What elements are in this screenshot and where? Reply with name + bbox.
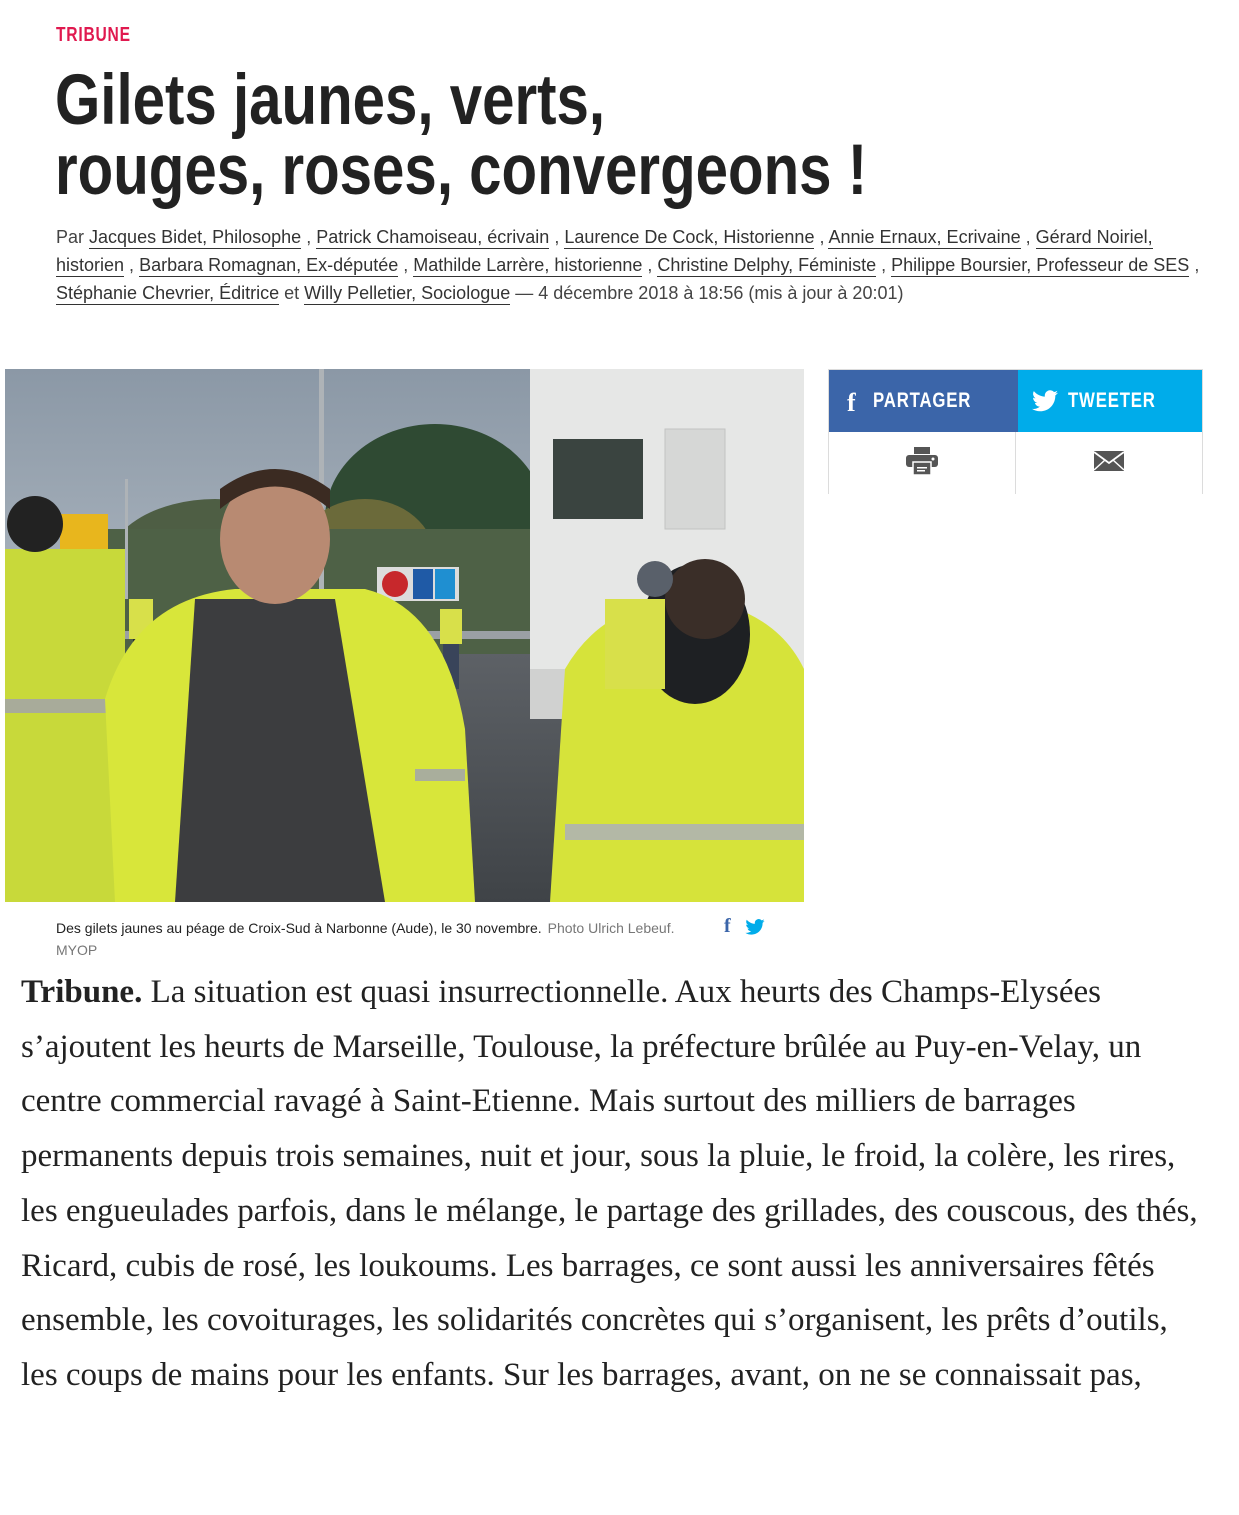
author-link[interactable]: Barbara Romagnan, Ex-députée [139, 255, 399, 275]
photo-credit: Photo Ulrich Lebeuf. MYOP [56, 920, 675, 958]
author-link[interactable]: Philippe Boursier, Professeur de SES [891, 255, 1190, 275]
author-link[interactable]: Willy Pelletier, Sociologue [304, 283, 511, 303]
separator: et [279, 283, 305, 303]
photo-illustration [5, 369, 804, 902]
facebook-icon: f [847, 388, 857, 417]
title-line-2: rouges, roses, convergeons ! [55, 131, 868, 210]
print-button[interactable] [829, 432, 1015, 494]
separator: , [1189, 255, 1200, 275]
author-link[interactable]: Annie Ernaux, Ecrivaine [828, 227, 1021, 247]
separator: , [1020, 227, 1036, 247]
twitter-share-button[interactable] [1018, 370, 1203, 432]
article-photo[interactable] [5, 369, 804, 902]
article-body [21, 965, 1211, 1403]
author-link[interactable]: Mathilde Larrère, historienne [413, 255, 643, 275]
separator: , [301, 227, 317, 247]
caption-twitter-icon[interactable] [745, 919, 765, 935]
publish-date: — 4 décembre 2018 à 18:56 (mis à jour à 20:01) [510, 283, 904, 303]
separator: , [642, 255, 658, 275]
facebook-share-button[interactable] [829, 370, 1018, 432]
article-kicker[interactable]: TRIBUNE [56, 24, 131, 46]
envelope-icon [1094, 451, 1124, 476]
byline [56, 223, 1206, 307]
separator: , [124, 255, 140, 275]
caption-text: Des gilets jaunes au péage de Croix-Sud à Narbonne (Aude), le 30 novembre. [56, 920, 542, 936]
email-button[interactable] [1015, 432, 1202, 494]
caption-facebook-icon[interactable]: f [724, 915, 731, 937]
facebook-share-label: PARTAGER [872, 389, 971, 412]
title-line-1: Gilets jaunes, verts, [55, 61, 606, 140]
author-link[interactable]: Gérard Noiriel, historien [56, 227, 1153, 275]
twitter-share-label: TWEETER [1067, 389, 1156, 412]
share-panel [828, 369, 1203, 494]
author-link[interactable]: Laurence De Cock, Historienne [564, 227, 815, 247]
separator: , [876, 255, 892, 275]
print-icon [906, 447, 938, 480]
author-link[interactable]: Patrick Chamoiseau, écrivain [316, 227, 550, 247]
photo-caption [56, 917, 696, 961]
author-link[interactable]: Stéphanie Chevrier, Éditrice [56, 283, 280, 303]
author-link[interactable]: Jacques Bidet, Philosophe [89, 227, 302, 247]
page-title [55, 61, 868, 210]
separator: , [398, 255, 414, 275]
body-lead: Tribune. [21, 974, 143, 1010]
author-link[interactable]: Christine Delphy, Féministe [657, 255, 877, 275]
byline-prefix: Par [56, 227, 85, 247]
twitter-bird-icon [1032, 390, 1058, 412]
body-paragraph: La situation est quasi insurrectionnelle. Aux heurts des Champs-Elysées s’ajoutent les heurts de Marseille, Toulouse, la préfecture brûlée au Puy-en-Velay, un centre commercial ravagé à Saint-Etienne. Mais surtout des milliers de barrages permanents depuis trois semaines, nuit et jour, sous la pluie, le froid, la colère, les rires, les engueulades parfois, dans le mélange, le partage des grillades, des couscous, des thés, Ricard, cubis de rosé, les loukoums. Les barrages, ce sont aussi les anniversaires fêtés ensemble, les covoiturages, les solidarités concrètes qui s’organisent, les prêts d’outils, les coups de mains pour les enfants. Sur les barrages, avant, on ne se connaissait pas, [21, 974, 1198, 1393]
separator: , [814, 227, 829, 247]
separator: , [549, 227, 565, 247]
caption-share [724, 915, 765, 938]
